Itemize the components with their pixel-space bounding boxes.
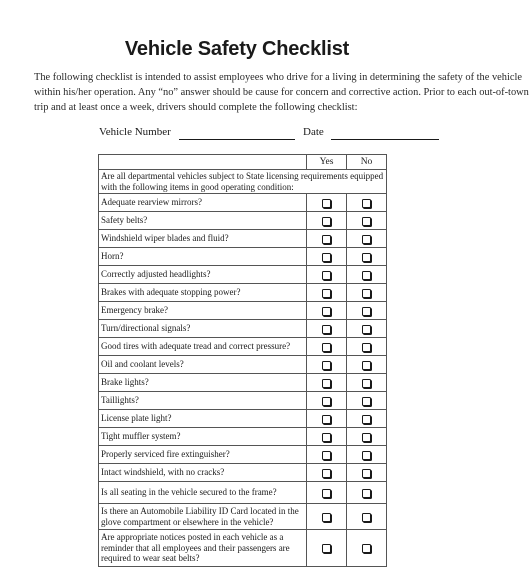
- checklist-no-cell: [347, 338, 387, 356]
- checklist-item-label: Brake lights?: [99, 374, 307, 392]
- checkbox-icon[interactable]: [362, 489, 371, 498]
- checklist-item-label: Adequate rearview mirrors?: [99, 194, 307, 212]
- table-row: [99, 392, 387, 410]
- checklist-no-cell: [347, 374, 387, 392]
- checklist-yes-cell: [307, 504, 347, 530]
- table-row: [99, 338, 387, 356]
- checkbox-icon[interactable]: [362, 343, 371, 352]
- checkbox-icon[interactable]: [362, 469, 371, 478]
- checklist-item-label: Is there an Automobile Liability ID Card located in the glove compartment or elsewhere in the vehicle?: [99, 504, 307, 530]
- checklist-yes-cell: [307, 410, 347, 428]
- table-row: [99, 410, 387, 428]
- checklist-item-label: Emergency brake?: [99, 302, 307, 320]
- checkbox-icon[interactable]: [362, 451, 371, 460]
- checklist-yes-cell: [307, 482, 347, 504]
- checklist-no-cell: [347, 392, 387, 410]
- checkbox-icon[interactable]: [362, 271, 371, 280]
- page-title: Vehicle Safety Checklist: [124, 38, 350, 60]
- checkbox-icon[interactable]: [322, 253, 331, 262]
- checklist-item-label: Intact windshield, with no cracks?: [99, 464, 307, 482]
- checkbox-icon[interactable]: [322, 415, 331, 424]
- checklist-no-cell: [347, 248, 387, 266]
- vehicle-number-label: Vehicle Number: [99, 126, 171, 138]
- checkbox-icon[interactable]: [322, 379, 331, 388]
- checklist-no-cell: [347, 410, 387, 428]
- checkbox-icon[interactable]: [362, 415, 371, 424]
- intro-paragraph: [34, 70, 529, 115]
- checkbox-icon[interactable]: [362, 199, 371, 208]
- checkbox-icon[interactable]: [322, 544, 331, 553]
- checkbox-icon[interactable]: [322, 235, 331, 244]
- checklist-yes-cell: [307, 374, 347, 392]
- checkbox-icon[interactable]: [362, 325, 371, 334]
- checklist-item-label: Good tires with adequate tread and correct pressure?: [99, 338, 307, 356]
- checklist-no-cell: [347, 284, 387, 302]
- checklist-body: [99, 170, 387, 567]
- date-field[interactable]: [331, 139, 439, 140]
- table-row: [99, 374, 387, 392]
- checkbox-icon[interactable]: [322, 199, 331, 208]
- vehicle-number-field[interactable]: [179, 139, 295, 140]
- checklist-yes-cell: [307, 530, 347, 567]
- checklist-yes-cell: [307, 320, 347, 338]
- date-label: Date: [303, 126, 324, 138]
- checkbox-icon[interactable]: [322, 325, 331, 334]
- checkbox-icon[interactable]: [362, 544, 371, 553]
- table-row: [99, 530, 387, 567]
- vehicle-info-row: [99, 126, 439, 142]
- checkbox-icon[interactable]: [362, 289, 371, 298]
- intro-line: The following checklist is intended to assist employees who drive for a living in determining the safety of the vehicle: [34, 72, 522, 83]
- checklist-item-label: Brakes with adequate stopping power?: [99, 284, 307, 302]
- table-row: [99, 194, 387, 212]
- checklist-item-label: Is all seating in the vehicle secured to the frame?: [99, 482, 307, 504]
- checklist-yes-cell: [307, 392, 347, 410]
- checklist-yes-cell: [307, 194, 347, 212]
- table-row: [99, 320, 387, 338]
- intro-line: within his/her operation. Any “no” answer should be cause for concern and corrective action. Prior to each out-of-town: [34, 87, 529, 98]
- table-row: [99, 504, 387, 530]
- checklist-yes-cell: [307, 266, 347, 284]
- checklist-no-cell: [347, 230, 387, 248]
- checkbox-icon[interactable]: [322, 433, 331, 442]
- checkbox-icon[interactable]: [322, 343, 331, 352]
- checkbox-icon[interactable]: [362, 379, 371, 388]
- checkbox-icon[interactable]: [362, 217, 371, 226]
- checklist-item-label: Properly serviced fire extinguisher?: [99, 446, 307, 464]
- checklist-no-cell: [347, 530, 387, 567]
- checklist-item-label: Oil and coolant levels?: [99, 356, 307, 374]
- table-row: [99, 248, 387, 266]
- table-row: [99, 428, 387, 446]
- intro-line: trip and at least once a week, drivers should complete the following checklist:: [34, 102, 358, 113]
- checklist-yes-cell: [307, 248, 347, 266]
- checklist-no-cell: [347, 302, 387, 320]
- checkbox-icon[interactable]: [322, 271, 331, 280]
- checkbox-icon[interactable]: [322, 289, 331, 298]
- checklist-item-label: License plate light?: [99, 410, 307, 428]
- checklist-yes-cell: [307, 284, 347, 302]
- checklist-header-item: [99, 155, 307, 170]
- checklist-no-cell: [347, 356, 387, 374]
- column-header-no: No: [347, 155, 387, 170]
- checkbox-icon[interactable]: [322, 489, 331, 498]
- table-row: [99, 356, 387, 374]
- checklist-no-cell: [347, 464, 387, 482]
- column-header-yes: Yes: [307, 155, 347, 170]
- checklist-item-label: Turn/directional signals?: [99, 320, 307, 338]
- table-row: [99, 302, 387, 320]
- checklist-intro-row: [99, 170, 387, 194]
- checkbox-icon[interactable]: [322, 361, 331, 370]
- checkbox-icon[interactable]: [362, 361, 371, 370]
- checklist-item-label: Taillights?: [99, 392, 307, 410]
- checklist-no-cell: [347, 194, 387, 212]
- checklist-item-label: Horn?: [99, 248, 307, 266]
- table-row: [99, 464, 387, 482]
- checklist-item-label: Safety belts?: [99, 212, 307, 230]
- checklist-intro: Are all departmental vehicles subject to State licensing requirements equipped with the following items in good operating condition:: [99, 170, 387, 194]
- checklist-yes-cell: [307, 428, 347, 446]
- checklist-yes-cell: [307, 338, 347, 356]
- checklist-no-cell: [347, 212, 387, 230]
- checklist-yes-cell: [307, 446, 347, 464]
- checklist-no-cell: [347, 504, 387, 530]
- checklist-item-label: Correctly adjusted headlights?: [99, 266, 307, 284]
- checklist-item-label: Are appropriate notices posted in each vehicle as a reminder that all employees and their passengers are required to wear seat belts?: [99, 530, 307, 567]
- checkbox-icon[interactable]: [322, 513, 331, 522]
- checklist-table: [98, 154, 387, 567]
- checkbox-icon[interactable]: [362, 433, 371, 442]
- checklist-no-cell: [347, 320, 387, 338]
- checklist-yes-cell: [307, 230, 347, 248]
- checklist-yes-cell: [307, 356, 347, 374]
- table-row: [99, 446, 387, 464]
- checklist-no-cell: [347, 428, 387, 446]
- checklist-no-cell: [347, 446, 387, 464]
- checkbox-icon[interactable]: [362, 235, 371, 244]
- table-row: [99, 284, 387, 302]
- checklist-no-cell: [347, 266, 387, 284]
- checkbox-icon[interactable]: [322, 217, 331, 226]
- checklist-yes-cell: [307, 212, 347, 230]
- checkbox-icon[interactable]: [322, 397, 331, 406]
- table-row: [99, 266, 387, 284]
- table-row: [99, 212, 387, 230]
- table-row: [99, 482, 387, 504]
- checklist-yes-cell: [307, 302, 347, 320]
- checkbox-icon[interactable]: [322, 307, 331, 316]
- checkbox-icon[interactable]: [362, 307, 371, 316]
- checkbox-icon[interactable]: [362, 397, 371, 406]
- checklist-no-cell: [347, 482, 387, 504]
- checklist-yes-cell: [307, 464, 347, 482]
- table-row: [99, 230, 387, 248]
- checkbox-icon[interactable]: [362, 253, 371, 262]
- checkbox-icon[interactable]: [322, 469, 331, 478]
- checkbox-icon[interactable]: [322, 451, 331, 460]
- checklist-item-label: Tight muffler system?: [99, 428, 307, 446]
- checklist-item-label: Windshield wiper blades and fluid?: [99, 230, 307, 248]
- checkbox-icon[interactable]: [362, 513, 371, 522]
